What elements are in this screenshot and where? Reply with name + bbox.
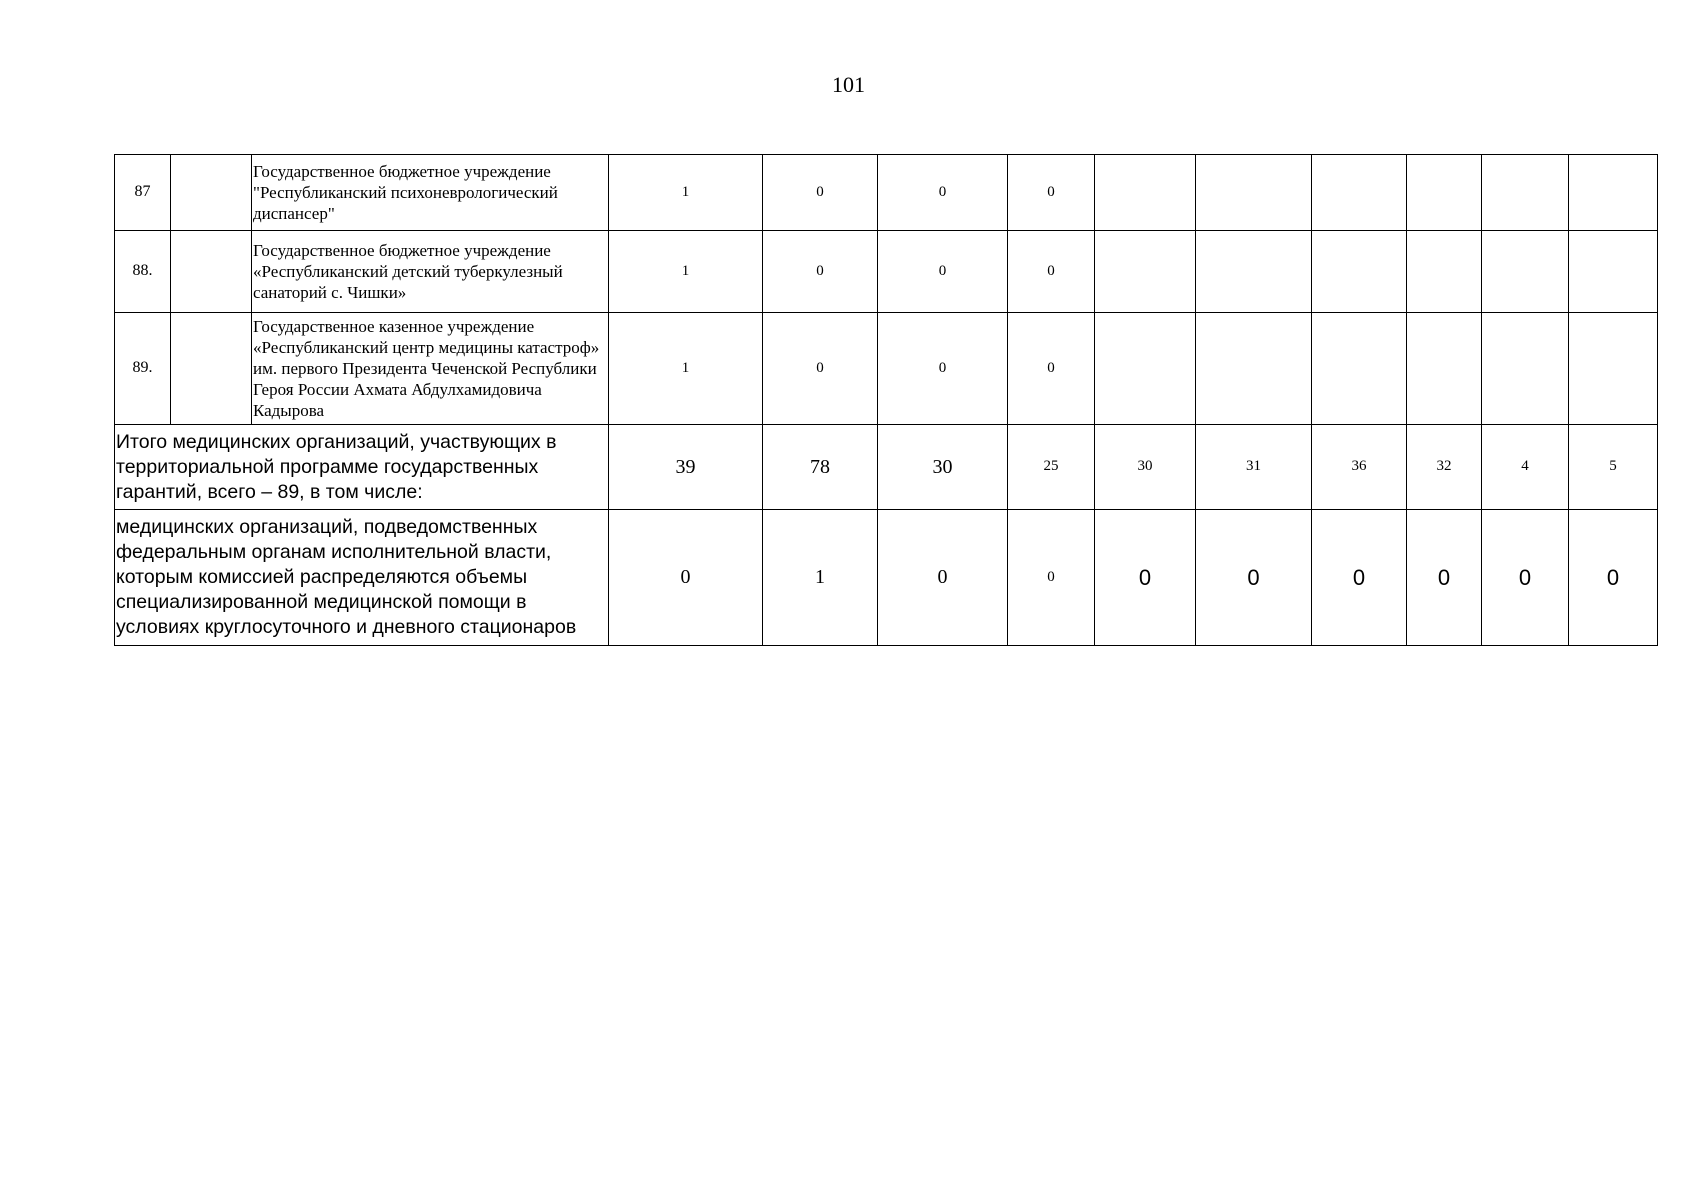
- value-cell: 1: [609, 231, 763, 313]
- value-cell: 0: [1008, 155, 1095, 231]
- value-cell: [1095, 231, 1196, 313]
- federal-value: 0: [1095, 510, 1196, 646]
- total-value: 30: [878, 425, 1008, 510]
- organizations-table: [114, 154, 1658, 646]
- federal-value: 0: [1312, 510, 1407, 646]
- federal-value: 0: [878, 510, 1008, 646]
- value-cell: [1312, 313, 1407, 425]
- total-value: 5: [1569, 425, 1658, 510]
- value-cell: [1196, 155, 1312, 231]
- federal-value: 0: [1196, 510, 1312, 646]
- total-label: Итого медицинских организаций, участвующих в территориальной программе государственных гарантий, всего – 89, в том числе:: [115, 425, 609, 510]
- value-cell: [1095, 313, 1196, 425]
- value-cell: [1407, 313, 1482, 425]
- value-cell: [1569, 155, 1658, 231]
- value-cell: [1482, 313, 1569, 425]
- total-row: [115, 425, 1658, 510]
- organization-name: Государственное бюджетное учреждение "Республиканский психоневрологический диспансер": [252, 155, 609, 231]
- value-cell: 0: [878, 231, 1008, 313]
- organization-name: Государственное бюджетное учреждение «Республиканский детский туберкулезный санаторий с. Чишки»: [252, 231, 609, 313]
- value-cell: [1569, 231, 1658, 313]
- table-row: [115, 155, 1658, 231]
- federal-value: 0: [1008, 510, 1095, 646]
- empty-cell: [171, 231, 252, 313]
- federal-row: [115, 510, 1658, 646]
- value-cell: 1: [609, 313, 763, 425]
- total-value: 39: [609, 425, 763, 510]
- value-cell: [1312, 155, 1407, 231]
- value-cell: 0: [878, 313, 1008, 425]
- value-cell: 0: [1008, 313, 1095, 425]
- federal-value: 0: [1407, 510, 1482, 646]
- total-value: 4: [1482, 425, 1569, 510]
- value-cell: [1196, 231, 1312, 313]
- total-value: 31: [1196, 425, 1312, 510]
- value-cell: [1407, 231, 1482, 313]
- value-cell: 0: [1008, 231, 1095, 313]
- value-cell: [1569, 313, 1658, 425]
- value-cell: [1482, 231, 1569, 313]
- federal-value: 1: [763, 510, 878, 646]
- value-cell: 1: [609, 155, 763, 231]
- federal-value: 0: [1569, 510, 1658, 646]
- value-cell: 0: [878, 155, 1008, 231]
- total-value: 30: [1095, 425, 1196, 510]
- total-value: 25: [1008, 425, 1095, 510]
- total-value: 78: [763, 425, 878, 510]
- value-cell: [1312, 231, 1407, 313]
- row-number: 89.: [115, 313, 171, 425]
- federal-label: медицинских организаций, подведомственных федеральным органам исполнительной власти, которым комиссией распределяются объемы специализированной медицинской помощи в условиях круглосуточного и дневного стационаров: [115, 510, 609, 646]
- value-cell: 0: [763, 313, 878, 425]
- federal-value: 0: [609, 510, 763, 646]
- row-number: 88.: [115, 231, 171, 313]
- page-number: 101: [832, 72, 865, 97]
- value-cell: [1407, 155, 1482, 231]
- table-row: [115, 231, 1658, 313]
- row-number: 87: [115, 155, 171, 231]
- value-cell: 0: [763, 231, 878, 313]
- total-value: 36: [1312, 425, 1407, 510]
- value-cell: [1196, 313, 1312, 425]
- value-cell: [1095, 155, 1196, 231]
- value-cell: [1482, 155, 1569, 231]
- value-cell: 0: [763, 155, 878, 231]
- federal-value: 0: [1482, 510, 1569, 646]
- organization-name: Государственное казенное учреждение «Республиканский центр медицины катастроф» им. первого Президента Чеченской Республики Героя России Ахмата Абдулхамидовича Кадырова: [252, 313, 609, 425]
- empty-cell: [171, 155, 252, 231]
- empty-cell: [171, 313, 252, 425]
- total-value: 32: [1407, 425, 1482, 510]
- table-row: [115, 313, 1658, 425]
